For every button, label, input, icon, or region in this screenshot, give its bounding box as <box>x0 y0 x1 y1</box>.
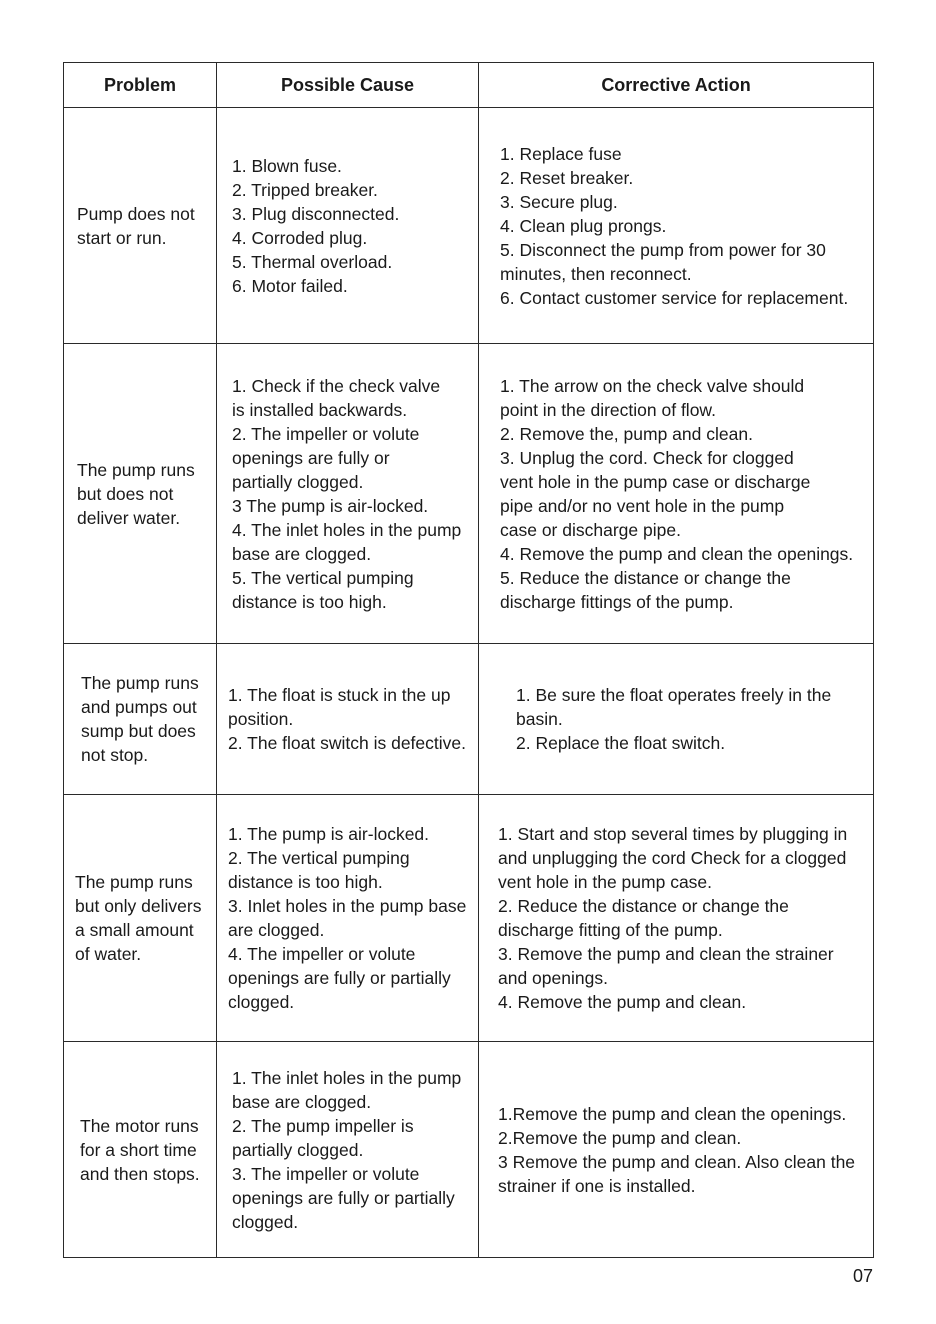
problem-cell <box>64 644 217 795</box>
action-cell <box>479 644 874 795</box>
cause-cell <box>217 795 479 1042</box>
action-text: 1.Remove the pump and clean the openings. 2.Remove the pump and clean. 3 Remove the pump and clean. Also clean the strainer if one is installed. <box>498 1103 856 1196</box>
cause-cell <box>217 1042 479 1258</box>
action-text: 1. Be sure the float operates freely in the basin. 2. Replace the float switch. <box>516 685 832 753</box>
cause-cell <box>217 108 479 344</box>
action-cell <box>479 344 874 644</box>
action-text: 1. Replace fuse 2. Reset breaker. 3. Secure plug. 4. Clean plug prongs. 5. Disconnect the pump from power for 30 minutes, then reconnect. 6. Contact customer service for replacement. <box>500 143 849 308</box>
table-row <box>64 795 874 1042</box>
table-row <box>64 344 874 644</box>
table-header-row <box>64 63 874 108</box>
cause-text: 1. The pump is air-locked. 2. The vertical pumping distance is too high. 3. Inlet holes in the pump base are clogged. 4. The impeller or volute openings are fully or partially clogged. <box>228 824 467 1012</box>
action-cell <box>479 1042 874 1258</box>
problem-cell <box>64 108 217 344</box>
cause-text: 1. The inlet holes in the pump base are clogged. 2. The pump impeller is partially clogged. 3. The impeller or volute openings are fully or partially clogged. <box>232 1067 462 1232</box>
problem-text: Pump does not start or run. <box>77 203 195 248</box>
troubleshooting-table <box>63 62 874 1258</box>
cause-text: 1. The float is stuck in the up position. 2. The float switch is defective. <box>228 685 466 753</box>
action-text: 1. The arrow on the check valve should point in the direction of flow. 2. Remove the, pump and clean. 3. Unplug the cord. Check for clogged vent hole in the pump case or discharge pipe and/or no vent hole in the pump case or discharge pipe. 4. Remove the pump and clean the openings. 5. Reduce the distance or change the discharge fittings of the pump. <box>500 375 854 612</box>
page-number: 07 <box>852 1266 873 1286</box>
problem-cell <box>64 344 217 644</box>
cause-text: 1. Blown fuse. 2. Tripped breaker. 3. Plug disconnected. 4. Corroded plug. 5. Thermal overload. 6. Motor failed. <box>232 155 400 296</box>
action-cell <box>479 108 874 344</box>
cause-cell <box>217 344 479 644</box>
problem-text: The pump runs but only delivers a small amount of water. <box>75 872 202 964</box>
problem-cell <box>64 795 217 1042</box>
action-cell <box>479 795 874 1042</box>
table-row <box>64 644 874 795</box>
problem-text: The pump runs and pumps out sump but does not stop. <box>81 673 199 765</box>
header-problem: Problem <box>64 63 217 108</box>
header-possible-cause: Possible Cause <box>217 63 479 108</box>
problem-text: The motor runs for a short time and then stops. <box>80 1115 200 1184</box>
problem-text: The pump runs but does not deliver water. <box>77 459 195 528</box>
cause-text: 1. Check if the check valve is installed backwards. 2. The impeller or volute openings are fully or partially clogged. 3 The pump is air-locked. 4. The inlet holes in the pump base are clogged. 5. The vertical pumping distance is too high. <box>232 375 462 612</box>
table-row <box>64 1042 874 1258</box>
cause-cell <box>217 644 479 795</box>
header-corrective-action: Corrective Action <box>479 63 874 108</box>
action-text: 1. Start and stop several times by plugging in and unplugging the cord Check for a clogged vent hole in the pump case. 2. Reduce the distance or change the discharge fitting of the pump. 3. Remove the pump and clean the strainer and openings. 4. Remove the pump and clean. <box>498 824 848 1012</box>
problem-cell <box>64 1042 217 1258</box>
table-row <box>64 108 874 344</box>
